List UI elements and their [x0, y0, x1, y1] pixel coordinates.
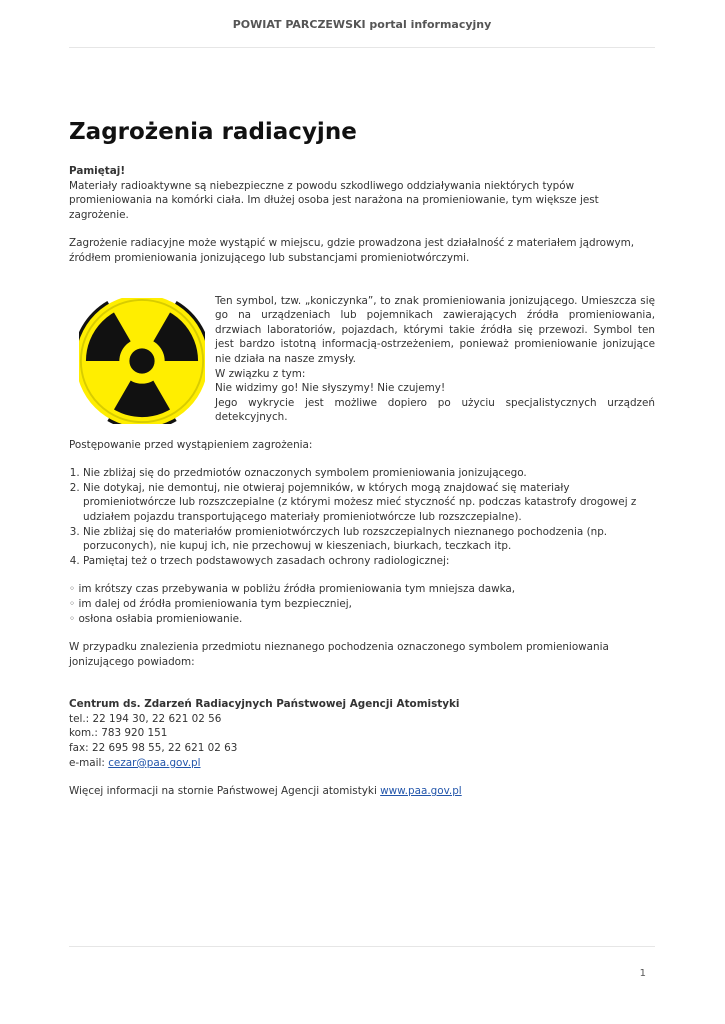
remember-label: Pamiętaj! — [69, 165, 126, 177]
portal-header: POWIAT PARCZEWSKI portal informacyjny — [232, 18, 492, 31]
procedure-step: 4. Pamiętaj też o trzech podstawowych zasadach ochrony radiologicznej: — [83, 554, 655, 569]
remember-text: Materiały radioaktywne są niebezpieczne z powodu szkodliwego oddziaływania niektórych typów promieniowania na komórki ciała. Im dłużej osoba jest narażona na promieniowanie, tym większe jest zagrożenie. — [69, 179, 599, 221]
contact-block — [69, 697, 655, 770]
header-divider — [69, 47, 655, 48]
contact-name: Centrum ds. Zdarzeń Radiacyjnych Państwowej Agencji Atomistyki — [69, 698, 460, 711]
contact-email-link[interactable]: cezar@paa.gov.pl — [108, 756, 201, 769]
contact-email-label: e-mail: — [69, 756, 109, 769]
principle-item: ◦ osłona osłabia promieniowanie. — [69, 612, 655, 627]
article-content — [69, 164, 655, 799]
contact-tel: tel.: 22 194 30, 22 621 02 56 — [69, 712, 222, 725]
found-object-text: W przypadku znalezienia przedmiotu nieznanego pochodzenia oznaczonego symbolem promieniowania jonizującego powiadom: — [69, 641, 609, 668]
radiation-trefoil-icon — [79, 298, 205, 424]
protection-principles — [69, 582, 655, 626]
symbol-line-2: Nie widzimy go! Nie słyszymy! Nie czujemy! — [215, 382, 446, 395]
contact-mobile: kom.: 783 920 151 — [69, 727, 168, 740]
procedure-steps — [69, 466, 655, 568]
footer-divider — [69, 946, 655, 947]
contact-fax: fax: 22 695 98 55, 22 621 02 63 — [69, 742, 238, 755]
principle-item: ◦ im krótszy czas przebywania w pobliżu źródła promieniowania tym mniejsza dawka, — [69, 582, 655, 597]
symbol-line-1: W związku z tym: — [215, 367, 306, 380]
symbol-line-3: Jego wykrycie jest możliwe dopiero po użyciu specjalistycznych urządzeń detekcyjnych. — [215, 396, 655, 424]
more-info-line — [69, 784, 655, 799]
principle-item: ◦ im dalej od źródła promieniowania tym bezpieczniej, — [69, 597, 655, 612]
radiation-symbol-section — [69, 294, 655, 434]
more-info-text: Więcej informacji na stornie Państwowej Agencji atomistyki — [69, 785, 381, 798]
page-title: Zagrożenia radiacyjne — [69, 119, 357, 145]
procedure-step: 1. Nie zbliżaj się do przedmiotów oznaczonych symbolem promieniowania jonizującego. — [83, 466, 655, 481]
procedure-intro: Postępowanie przed wystąpieniem zagrożenia: — [69, 438, 313, 451]
page-number: 1 — [639, 968, 646, 979]
symbol-description: Ten symbol, tzw. „koniczynka”, to znak promieniowania jonizującego. Umieszcza się go na urządzeniach lub pojemnikach zawierających źródła promieniowania, drzwiach laboratoriów, pojazdach, którymi takie źródła się przewozi. Symbol ten jest bardzo istotną informacją-ostrzeżeniem, ponieważ promieniowanie jonizujące nie działa na nasze zmysły. — [215, 294, 655, 365]
procedure-step: 3. Nie zbliżaj się do materiałów promieniotwórczych lub rozszczepialnych nieznanego pochodzenia (np. porzuconych), nie kupuj ich, nie przechowuj w kieszeniach, biurkach, teczkach itp. — [83, 525, 655, 554]
contact-email-line — [69, 756, 655, 771]
threat-text: Zagrożenie radiacyjne może wystąpić w miejscu, gdzie prowadzona jest działalność z materiałem jądrowym, źródłem promieniowania jonizującego lub substancjami promieniotwórczymi. — [69, 237, 635, 264]
procedure-step: 2. Nie dotykaj, nie demontuj, nie otwieraj pojemników, w których mogą znajdować się materiały promieniotwórcze lub rozszczepialne (z którymi możesz mieć styczność np. podczas katastrofy drogowej z udziałem pojazdu transportującego materiały promieniotwórcze lub rozszczepialne). — [83, 481, 655, 525]
paa-website-link[interactable]: www.paa.gov.pl — [380, 785, 462, 798]
